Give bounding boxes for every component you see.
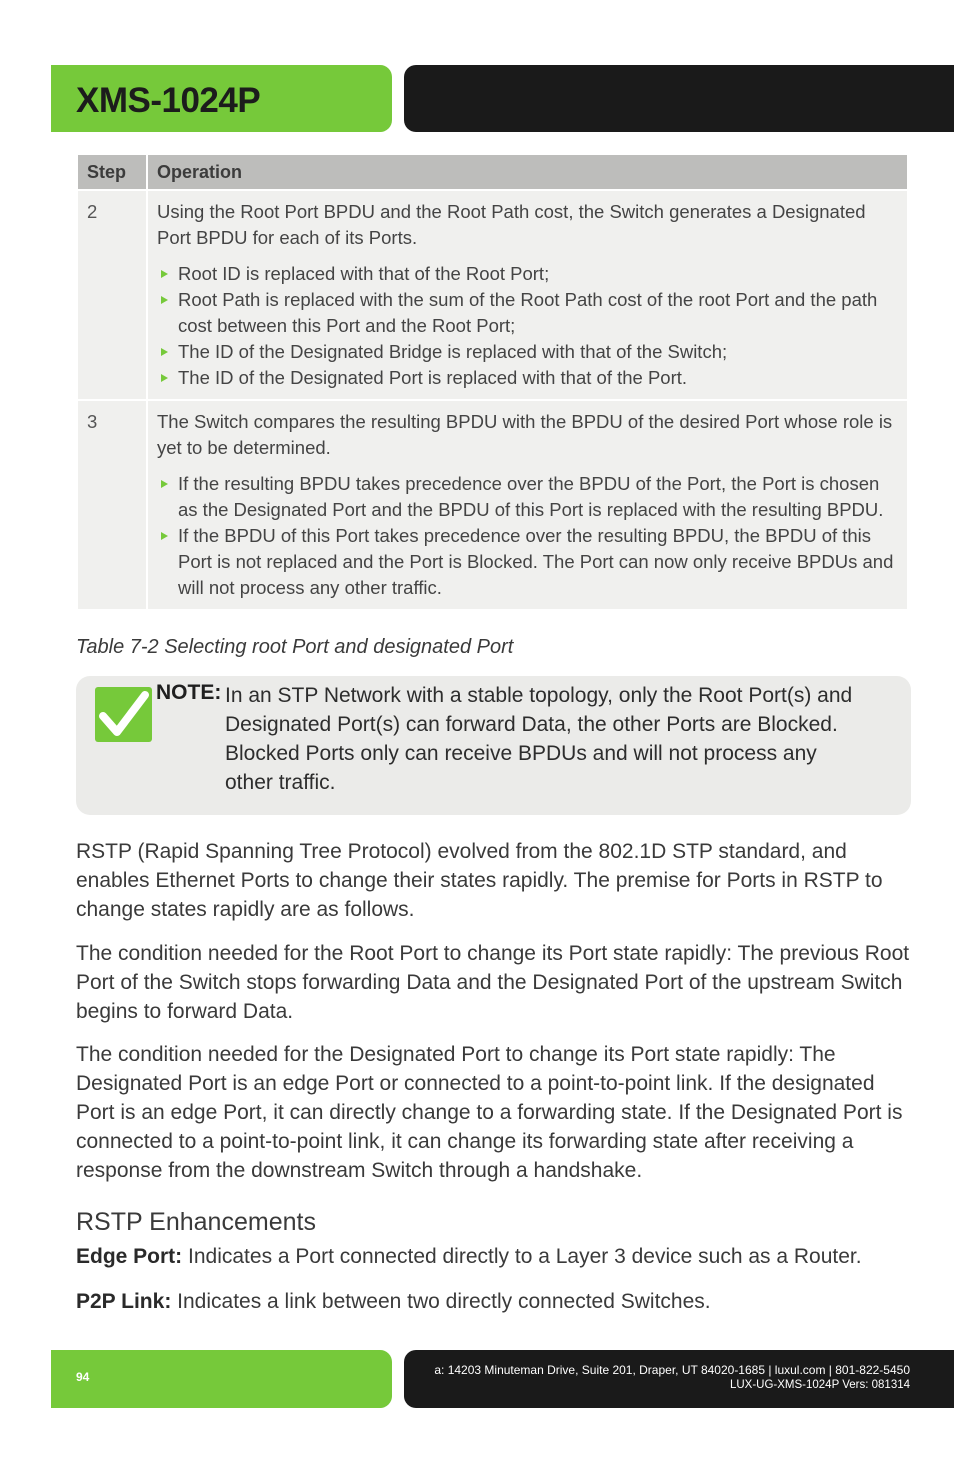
note-box <box>76 676 911 815</box>
table-caption: Table 7-2 Selecting root Port and designated Port <box>76 636 514 658</box>
table-row <box>78 191 907 399</box>
operation-text: The Switch compares the resulting BPDU with the BPDU of the desired Port whose role is yet to be determined. <box>157 411 893 458</box>
header-dark-bar <box>404 65 954 132</box>
table-row <box>78 401 907 609</box>
paragraph: The condition needed for the Designated Port to change its Port state rapidly: The Designated Port is an edge Port or connected to a point-to-point link. If the designated Port is an edge Port, it can directly change to a forwarding state. If the Designated Port is connected to a point-to-point link, it can change its forwarding state after receiving a response from the downstream Switch through a handshake. <box>76 1043 903 1182</box>
definition-edge-port <box>76 1245 862 1269</box>
steps-table <box>76 153 909 611</box>
bullet-list <box>157 471 898 601</box>
paragraph: The condition needed for the Root Port to change its Port state rapidly: The previous Root Port of the Switch stops forwarding Data and the Designated Port of the upstream Switch begins to forward Data. <box>76 942 910 1023</box>
operation-cell <box>148 191 907 399</box>
page-number: 94 <box>76 1370 90 1384</box>
footer-address: a: 14203 Minuteman Drive, Suite 201, Draper, UT 84020-1685 | luxul.com | 801-822-5450 <box>434 1363 910 1377</box>
paragraph: RSTP (Rapid Spanning Tree Protocol) evolved from the 802.1D STP standard, and enables Ethernet Ports to change their states rapidly. The premise for Ports in RSTP to change states rapidly are as follows. <box>76 840 883 921</box>
page-title: XMS-1024P <box>76 81 261 120</box>
note-label: NOTE: <box>156 681 222 704</box>
footer-info-bar <box>404 1350 954 1408</box>
list-item: If the resulting BPDU takes precedence over the BPDU of the Port, the Port is chosen as the Designated Port and the BPDU of this Port is replaced with the resulting BPDU. <box>157 471 898 523</box>
list-item: The ID of the Designated Port is replaced with that of the Port. <box>157 365 898 391</box>
header-title-bar <box>51 65 392 132</box>
list-item: The ID of the Designated Bridge is replaced with that of the Switch; <box>157 339 898 365</box>
step-number: 3 <box>78 401 146 609</box>
checkmark-icon <box>95 687 152 742</box>
definition-term: P2P Link: <box>76 1290 172 1313</box>
list-item: Root Path is replaced with the sum of the Root Path cost of the root Port and the path cost between this Port and the Root Port; <box>157 287 898 339</box>
definition-text: Indicates a link between two directly connected Switches. <box>177 1290 711 1313</box>
list-item: If the BPDU of this Port takes precedence over the resulting BPDU, the BPDU of this Port is not replaced and the Port is Blocked. The Port can now only receive BPDUs and will not process any other traffic. <box>157 523 898 601</box>
list-item: Root ID is replaced with that of the Root Port; <box>157 261 898 287</box>
section-heading: RSTP Enhancements <box>76 1208 316 1236</box>
column-header-operation: Operation <box>148 155 907 189</box>
note-text: In an STP Network with a stable topology, only the Root Port(s) and Designated Port(s) can forward Data, the other Ports are Blocked. Blocked Ports only can receive BPDUs and will not process any other traffic. <box>225 684 853 794</box>
operation-cell <box>148 401 907 609</box>
bullet-list <box>157 261 898 391</box>
column-header-step: Step <box>78 155 146 189</box>
table-header-row <box>78 155 907 189</box>
step-number: 2 <box>78 191 146 399</box>
operation-text: Using the Root Port BPDU and the Root Path cost, the Switch generates a Designated Port BPDU for each of its Ports. <box>157 201 866 248</box>
footer-doc-version: LUX-UG-XMS-1024P Vers: 081314 <box>729 1379 910 1391</box>
definition-text: Indicates a Port connected directly to a Layer 3 device such as a Router. <box>188 1245 862 1268</box>
definition-p2p-link <box>76 1290 711 1314</box>
footer-page-bar <box>51 1350 392 1408</box>
definition-term: Edge Port: <box>76 1245 183 1268</box>
